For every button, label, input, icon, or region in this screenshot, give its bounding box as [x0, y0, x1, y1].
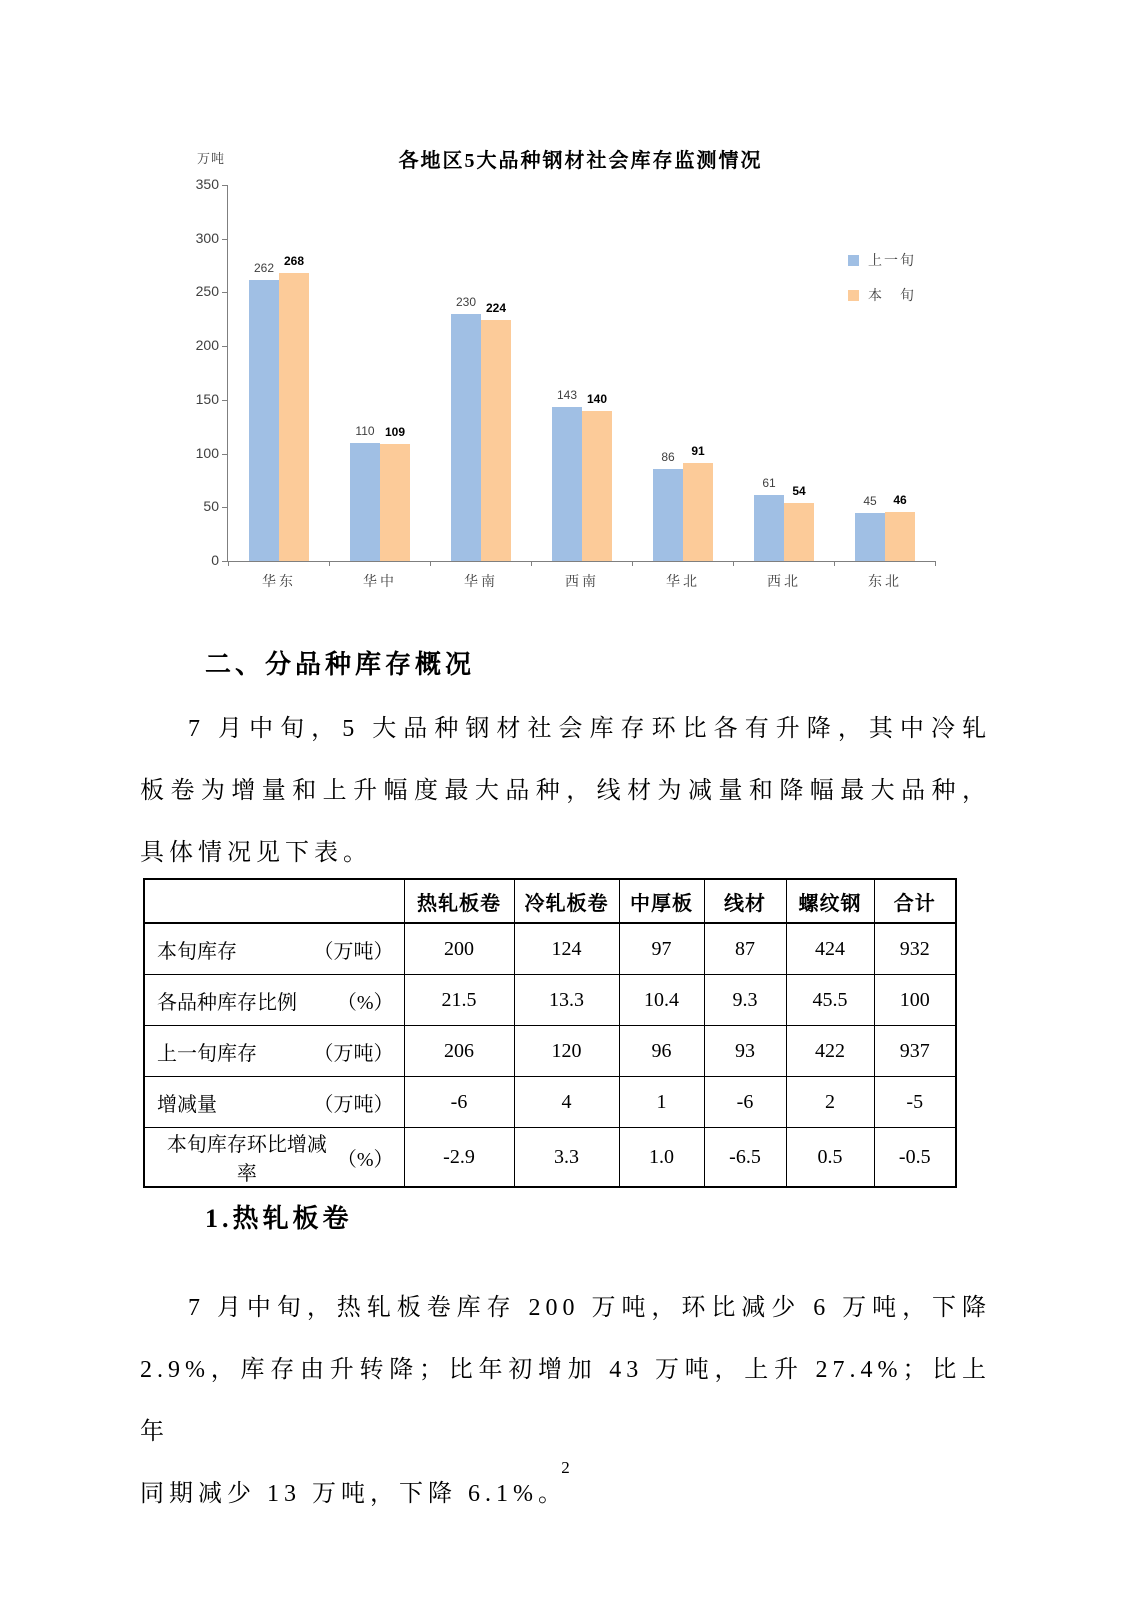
table-value-cell: 96 — [619, 1026, 704, 1077]
bar-series0-cat1 — [350, 443, 380, 561]
table-value-cell: 937 — [874, 1026, 956, 1077]
bar-value-label: 268 — [283, 254, 305, 268]
bar-value-label: 262 — [253, 261, 275, 275]
table-value-cell: 1.0 — [619, 1128, 704, 1188]
legend-label: 本 旬 — [868, 289, 916, 304]
x-axis-category-label: 西南 — [565, 575, 599, 590]
subsection-paragraph — [140, 1277, 991, 1525]
table-corner-cell — [144, 879, 404, 923]
y-axis-tick-label: 350 — [195, 176, 219, 192]
y-axis-tick-mark — [222, 185, 228, 186]
chart-legend — [848, 250, 916, 320]
table-row — [144, 1128, 956, 1188]
x-axis-tick-mark — [329, 561, 330, 566]
x-axis-category-label: 华北 — [666, 575, 700, 590]
bar-series1-cat2 — [481, 320, 511, 561]
table-row — [144, 1077, 956, 1128]
row-label: 本旬库存 — [157, 940, 237, 963]
paragraph-line: 具体情况见下表。 — [140, 840, 372, 866]
bar-value-label: 45 — [863, 494, 877, 508]
table-value-cell: -6 — [704, 1077, 786, 1128]
paragraph-line: 同期减少 13 万吨，下降 6.1%。 — [140, 1481, 567, 1507]
y-axis-tick-label: 200 — [195, 337, 219, 354]
row-label: 上一旬库存 — [157, 1042, 257, 1065]
table-header-row — [144, 879, 956, 923]
table-value-cell: 9.3 — [704, 975, 786, 1026]
table-value-cell: 87 — [704, 923, 786, 975]
bar-value-label: 46 — [893, 493, 907, 507]
y-axis-tick-mark — [222, 507, 228, 508]
bar-series1-cat4 — [683, 463, 713, 561]
row-unit: （万吨） — [313, 940, 394, 963]
bar-value-label: 230 — [455, 295, 477, 309]
chart-title: 各地区5大品种钢材社会库存监测情况 — [398, 150, 763, 172]
section-heading: 二、分品种库存概况 — [205, 650, 476, 679]
x-axis-category-label: 华东 — [262, 575, 296, 590]
table-row — [144, 1026, 956, 1077]
table-row-label-cell — [144, 1026, 404, 1077]
bar-value-label: 110 — [355, 424, 375, 438]
table-row — [144, 975, 956, 1026]
row-unit: （%） — [336, 1148, 394, 1171]
x-axis-tick-mark — [430, 561, 431, 566]
legend-swatch-icon — [848, 255, 859, 266]
legend-label: 上一旬 — [868, 254, 916, 269]
x-axis-category-label: 华南 — [464, 575, 498, 590]
table-value-cell: -0.5 — [874, 1128, 956, 1188]
x-axis-tick-mark — [531, 561, 532, 566]
table-row-label-cell — [144, 975, 404, 1026]
table-column-header: 合计 — [874, 879, 956, 923]
bar-value-label: 143 — [556, 388, 578, 402]
table-value-cell: -5 — [874, 1077, 956, 1128]
table-value-cell: 10.4 — [619, 975, 704, 1026]
table-column-header: 中厚板 — [619, 879, 704, 923]
x-axis-tick-mark — [935, 561, 936, 566]
table-value-cell: 21.5 — [404, 975, 514, 1026]
table-value-cell: 13.3 — [514, 975, 619, 1026]
row-label: 各品种库存比例 — [157, 991, 297, 1014]
bar-value-label: 224 — [485, 301, 507, 315]
bar-series1-cat0 — [279, 273, 309, 561]
legend-item-series1 — [848, 285, 916, 305]
bar-value-label: 140 — [586, 392, 608, 406]
bar-series1-cat6 — [885, 512, 915, 561]
table-value-cell: 200 — [404, 923, 514, 975]
page-number: 2 — [561, 1458, 570, 1477]
chart-y-unit-label: 万吨 — [196, 151, 225, 166]
y-axis-tick-label: 100 — [195, 444, 219, 461]
x-axis-tick-mark — [632, 561, 633, 566]
table-value-cell: 0.5 — [786, 1128, 874, 1188]
bar-series0-cat6 — [855, 513, 885, 561]
table-value-cell: 422 — [786, 1026, 874, 1077]
table-value-cell: -6 — [404, 1077, 514, 1128]
table-row-label-cell — [144, 1128, 404, 1188]
bar-value-label: 109 — [384, 425, 406, 439]
table-value-cell: 932 — [874, 923, 956, 975]
bar-series1-cat3 — [582, 411, 612, 561]
table-row — [144, 923, 956, 975]
table-value-cell: 424 — [786, 923, 874, 975]
y-axis-tick-label: 250 — [195, 283, 219, 300]
table-value-cell: 1 — [619, 1077, 704, 1128]
chart-plot-area — [195, 176, 935, 590]
inventory-table — [143, 878, 957, 1188]
bar-value-label: 54 — [792, 484, 806, 498]
y-axis-tick-mark — [222, 454, 228, 455]
row-label: 本旬库存环比增减率 — [166, 1134, 327, 1185]
table-value-cell: 97 — [619, 923, 704, 975]
table-value-cell: -2.9 — [404, 1128, 514, 1188]
legend-swatch-icon — [848, 290, 859, 301]
row-label: 增减量 — [157, 1093, 217, 1116]
x-axis-tick-mark — [733, 561, 734, 566]
y-axis-tick-mark — [222, 346, 228, 347]
table-value-cell: 93 — [704, 1026, 786, 1077]
bar-series0-cat4 — [653, 469, 683, 561]
paragraph-line: 2.9%，库存由升转降；比年初增加 43 万吨，上升 27.4%；比上年 — [140, 1357, 991, 1445]
table-value-cell: 100 — [874, 975, 956, 1026]
bar-value-label: 86 — [661, 450, 675, 464]
table-column-header: 螺纹钢 — [786, 879, 874, 923]
bar-series0-cat3 — [552, 407, 582, 561]
x-axis-category-label: 西北 — [767, 575, 801, 590]
table-value-cell: 206 — [404, 1026, 514, 1077]
table-value-cell: -6.5 — [704, 1128, 786, 1188]
regional-inventory-chart — [170, 138, 1030, 628]
table-column-header: 热轧板卷 — [404, 879, 514, 923]
table-value-cell: 4 — [514, 1077, 619, 1128]
row-unit: （万吨） — [313, 1093, 394, 1116]
table-row-label-cell — [144, 1077, 404, 1128]
paragraph-line: 板卷为增量和上升幅度最大品种，线材为减量和降幅最大品种， — [140, 778, 991, 804]
subsection-heading: 1.热轧板卷 — [205, 1204, 353, 1233]
paragraph-line: 7 月中旬，热轧板卷库存 200 万吨，环比减少 6 万吨，下降 — [188, 1295, 991, 1321]
table-value-cell: 45.5 — [786, 975, 874, 1026]
bar-series1-cat5 — [784, 503, 814, 561]
bar-value-label: 61 — [762, 476, 776, 490]
y-axis-tick-label: 50 — [203, 498, 219, 515]
table-value-cell: 124 — [514, 923, 619, 975]
table-value-cell: 2 — [786, 1077, 874, 1128]
y-axis-tick-mark — [222, 292, 228, 293]
section-paragraph — [140, 698, 991, 884]
row-unit: （万吨） — [313, 1042, 394, 1065]
y-axis-tick-label: 0 — [211, 552, 219, 568]
table-column-header: 冷轧板卷 — [514, 879, 619, 923]
bar-series0-cat0 — [249, 280, 279, 561]
x-axis-tick-mark — [228, 561, 229, 566]
x-axis-category-label: 东北 — [868, 575, 902, 590]
y-axis-tick-label: 300 — [195, 229, 219, 246]
row-unit: （%） — [336, 991, 394, 1014]
bar-series0-cat2 — [451, 314, 481, 561]
y-axis-tick-mark — [222, 239, 228, 240]
x-axis-category-label: 华中 — [363, 575, 397, 590]
table-column-header: 线材 — [704, 879, 786, 923]
table-value-cell: 120 — [514, 1026, 619, 1077]
paragraph-line: 7 月中旬，5 大品种钢材社会库存环比各有升降，其中冷轧 — [188, 716, 991, 742]
legend-item-series0 — [848, 250, 916, 270]
table-row-label-cell — [144, 923, 404, 975]
bar-series1-cat1 — [380, 444, 410, 561]
y-axis-tick-mark — [222, 400, 228, 401]
table-value-cell: 3.3 — [514, 1128, 619, 1188]
x-axis-tick-mark — [834, 561, 835, 566]
bar-value-label: 91 — [691, 444, 705, 458]
bar-series0-cat5 — [754, 495, 784, 561]
y-axis-tick-label: 150 — [195, 390, 219, 407]
